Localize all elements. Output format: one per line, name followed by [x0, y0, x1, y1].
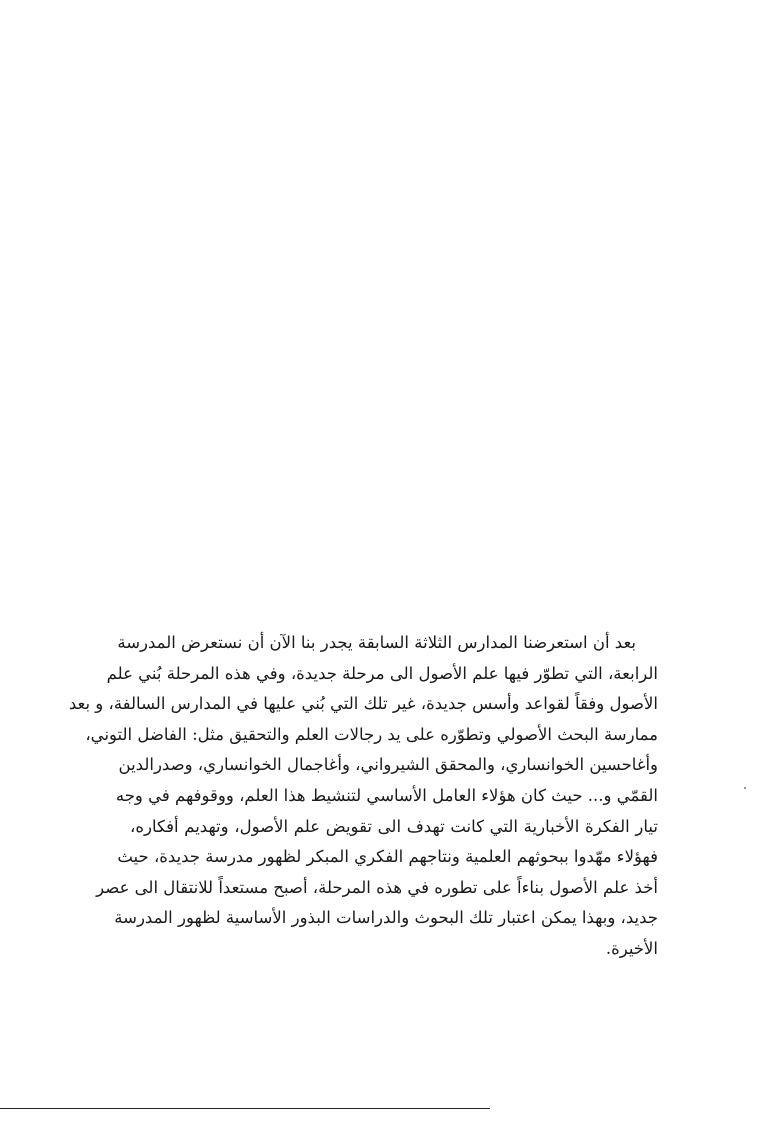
scan-speck — [744, 787, 746, 789]
paragraph-line: الرابعة، التي تطوّر فيها علم الأصول الى مرحلة جديدة، وفي هذه المرحلة بُني علم — [106, 663, 658, 683]
paragraph-line: الأخيرة. — [605, 938, 658, 958]
paragraph-line: وأغاحسين الخوانساري، والمحقق الشيرواني، وأغاجمال الخوانساري، وصدرالدين — [118, 755, 658, 775]
bottom-divider — [0, 1108, 490, 1109]
paragraph-line: القمّي و... حيث كان هؤلاء العامل الأساسي لتنشيط هذا العلم، ووقوفهم في وجه — [115, 785, 658, 805]
paragraph-line: تيار الفكرة الأخبارية التي كانت تهدف الى تقويض علم الأصول، وتهديم أفكاره، — [130, 816, 658, 836]
paragraph-line: أخذ علم الأصول بناءاً على تطوره في هذه المرحلة، أصبح مستعداً للانتقال الى عصر — [96, 877, 658, 897]
paragraph-line: فهؤلاء مهّدوا ببحوثهم العلمية ونتاجهم الفكري المبكر لظهور مدرسة جديدة، حيث — [117, 847, 658, 867]
paragraph-line: الأصول وفقاً لقواعد وأسس جديدة، غير تلك التي بُني عليها في المدارس السالفة، و بعد — [68, 694, 658, 714]
paragraph-line: بعد أن استعرضنا المدارس الثلاثة السابقة يجدر بنا الآن أن نستعرض المدرسة — [117, 633, 636, 652]
paragraph-line: جديد، وبهذا يمكن اعتبار تلك البحوث والدراسات البذور الأساسية لظهور المدرسة — [114, 908, 658, 928]
paragraph-line: ممارسة البحث الأصولي وتطوّره على يد رجالات العلم والتحقيق مثل: الفاضل التوني، — [85, 724, 658, 744]
body-paragraph — [68, 628, 658, 965]
